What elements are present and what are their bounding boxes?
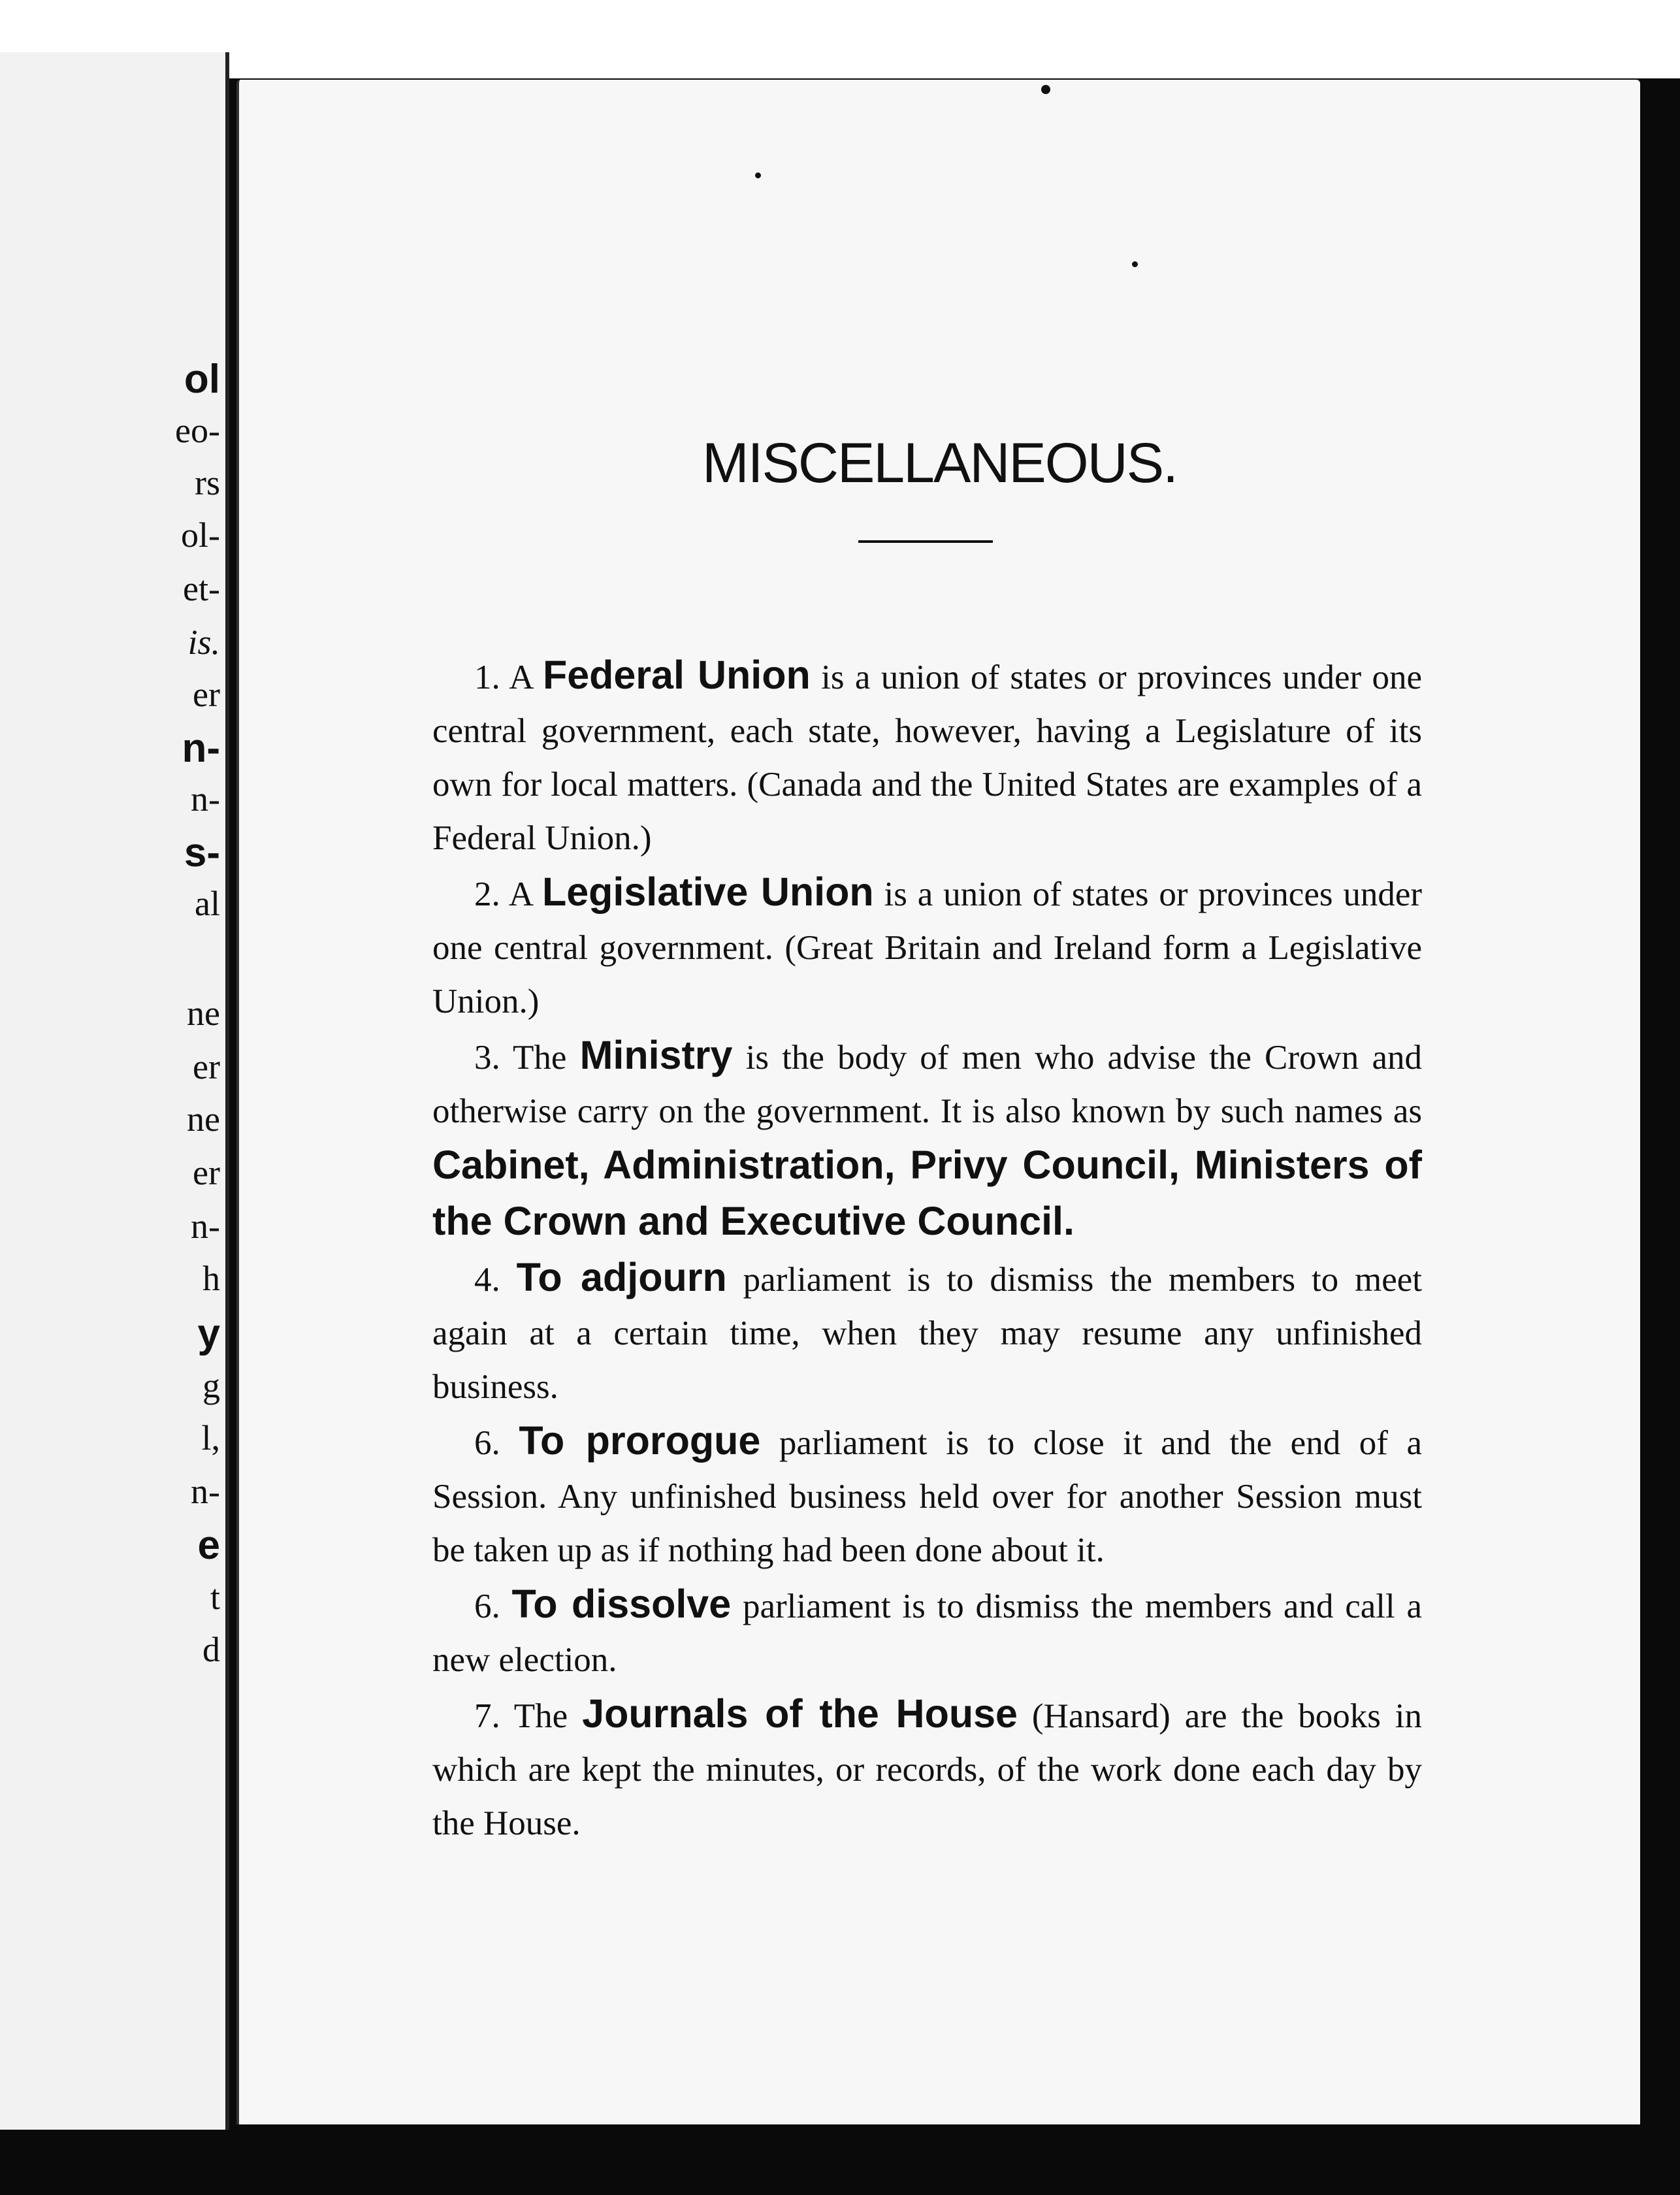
ink-speck — [1041, 85, 1050, 94]
defined-term: Federal Union — [542, 653, 811, 697]
defined-term: Ministry — [579, 1033, 733, 1077]
scan-top-margin — [0, 0, 1680, 78]
facing-page-fragment: ne — [187, 1099, 220, 1139]
definition-item: 2. A Legislative Union is a union of states or provinces under one central government. (Great Britain and Ireland form a Legislative Union.) — [432, 870, 1423, 1020]
defined-term: To adjourn — [516, 1255, 727, 1299]
definition-item: 3. The Ministry is the body of men who advise the Crown and otherwise carry on the government. It is also known by such names as Cabinet, Administration, Privy Council, Ministers of the Crown and Executive Council. — [432, 1033, 1423, 1243]
title-rule — [858, 540, 993, 543]
facing-page-fragment: e — [197, 1523, 220, 1568]
facing-page-fragment: er — [193, 675, 220, 714]
facing-page-fragment: l, — [201, 1418, 220, 1457]
facing-page-fragment: is. — [187, 623, 220, 662]
facing-page-fragment: y — [197, 1311, 220, 1356]
defined-term: To dissolve — [511, 1582, 732, 1626]
facing-page-fragment: ol- — [181, 515, 220, 555]
defined-term: Journals of the House — [582, 1691, 1018, 1736]
ink-speck — [1132, 261, 1138, 267]
facing-page-fragment: n- — [191, 779, 220, 819]
facing-page-fragment: rs — [195, 463, 220, 502]
facing-page-fragment: h — [202, 1259, 220, 1298]
facing-page-fragment: n- — [191, 1472, 220, 1511]
facing-page-fragment: et- — [183, 569, 220, 608]
facing-page-fragment: ne — [187, 994, 220, 1033]
main-page — [236, 80, 1640, 2124]
facing-page — [0, 52, 229, 2130]
page-title: MISCELLANEOUS. — [702, 432, 1178, 495]
facing-page-fragment: t — [210, 1578, 220, 1617]
definition-item: 6. To prorogue parliament is to close it and the end of a Session. Any unfinished business held over for another Session must be taken up as if nothing had been done about it. — [432, 1418, 1423, 1569]
defined-term: To prorogue — [519, 1418, 761, 1463]
facing-page-fragment: n- — [191, 1207, 220, 1246]
facing-page-fragment: er — [193, 1047, 220, 1086]
definition-item: 7. The Journals of the House (Hansard) are the books in which are kept the minutes, or records, of the work done each day by the House. — [432, 1691, 1423, 1842]
facing-page-fragment: d — [202, 1630, 220, 1669]
defined-term: Legislative Union — [541, 870, 874, 914]
facing-page-fragment: s- — [184, 830, 220, 875]
facing-page-fragment: n- — [182, 726, 220, 771]
defined-term: Cabinet, Administration, Privy Council, Ministers of the Crown and Executive Council. — [432, 1143, 1422, 1243]
facing-page-fragment: eo- — [175, 411, 220, 450]
definition-item: 4. To adjourn parliament is to dismiss the members to meet again at a certain time, when they may resume any unfinished business. — [432, 1255, 1423, 1406]
facing-page-fragment: al — [195, 884, 220, 923]
definition-item: 6. To dissolve parliament is to dismiss the members and call a new election. — [432, 1582, 1423, 1679]
facing-page-fragment: er — [193, 1153, 220, 1192]
facing-page-fragment: g — [202, 1366, 220, 1405]
ink-speck — [755, 172, 761, 178]
facing-page-fragment: ol — [184, 357, 220, 402]
definition-item: 1. A Federal Union is a union of states or provinces under one central government, each state, however, having a Legislature of its own for local matters. (Canada and the United States are examples of a Federal Union.) — [432, 653, 1423, 857]
definitions-list — [432, 648, 1422, 1850]
